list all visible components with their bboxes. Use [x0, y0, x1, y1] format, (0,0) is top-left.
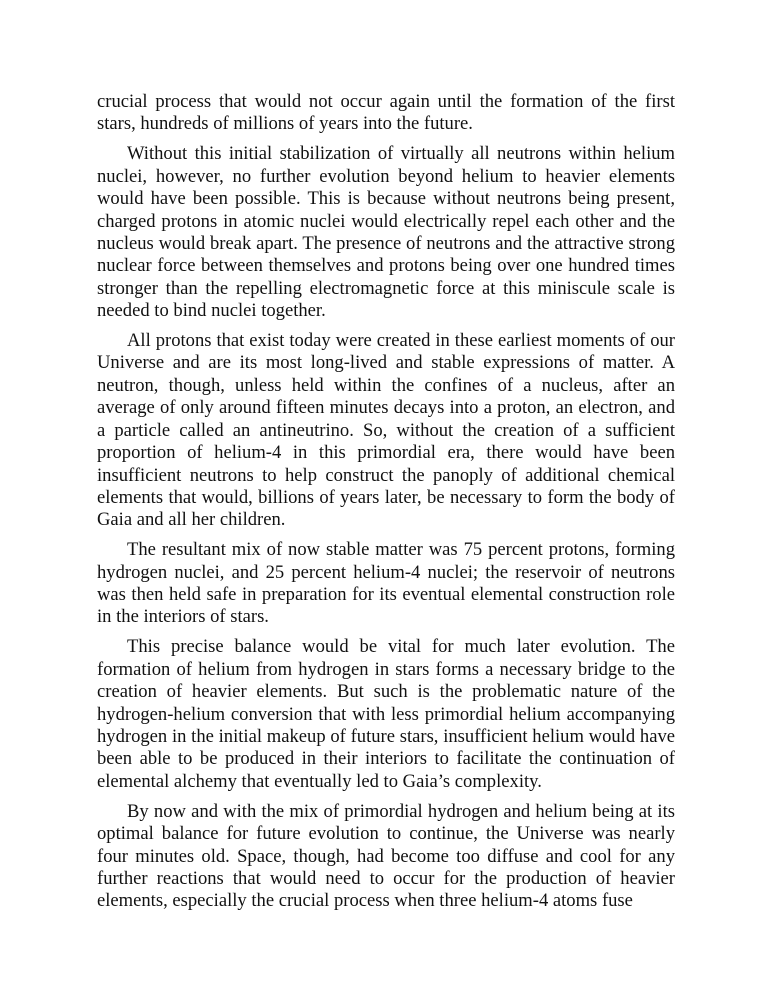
paragraph-matter-mix: The resultant mix of now stable matter was 75 percent protons, forming hydrogen nuclei, and 25 percent helium-4 nuclei; the reservoir of neutrons was then held safe in preparation for its eventual elemental construction role in the interiors of stars.: [97, 539, 675, 628]
paragraph-four-minutes: By now and with the mix of primordial hydrogen and helium being at its optimal balance for future evolution to continue, the Universe was nearly four minutes old. Space, though, had become too diffuse and cool for any further reactions that would need to occur for the production of heavier elements, especially the crucial process when three helium-4 atoms fuse: [97, 800, 675, 912]
paragraph-neutron-stabilization: Without this initial stabilization of virtually all neutrons within helium nuclei, however, no further evolution beyond helium to heavier elements would have been possible. This is because without neutrons being present, charged protons in atomic nuclei would electrically repel each other and the nucleus would break apart. The presence of neutrons and the attractive strong nuclear force between themselves and protons being over one hundred times stronger than the repelling electromagnetic force at this miniscule scale is needed to bind nuclei together.: [97, 143, 675, 322]
paragraph-continued: crucial process that would not occur again until the formation of the first stars, hundreds of millions of years into the future.: [97, 91, 675, 135]
paragraph-precise-balance: This precise balance would be vital for much later evolution. The formation of helium from hydrogen in stars forms a necessary bridge to the creation of heavier elements. But such is the problematic nature of the hydrogen-helium conversion that with less primordial helium accompanying hydrogen in the initial makeup of future stars, insufficient helium would have been able to be produced in their interiors to facilitate the continuation of elemental alchemy that eventually led to Gaia’s complexity.: [97, 636, 675, 792]
paragraph-protons-neutrons: All protons that exist today were created in these earliest moments of our Universe and are its most long-lived and stable expressions of matter. A neutron, though, unless held within the confines of a nucleus, after an average of only around fifteen minutes decays into a proton, an electron, and a particle called an antineutrino. So, without the creation of a sufficient proportion of helium-4 in this primordial era, there would have been insufficient neutrons to help construct the panoply of additional chemical elements that would, billions of years later, be necessary to form the body of Gaia and all her children.: [97, 330, 675, 531]
page-body: [97, 91, 675, 913]
